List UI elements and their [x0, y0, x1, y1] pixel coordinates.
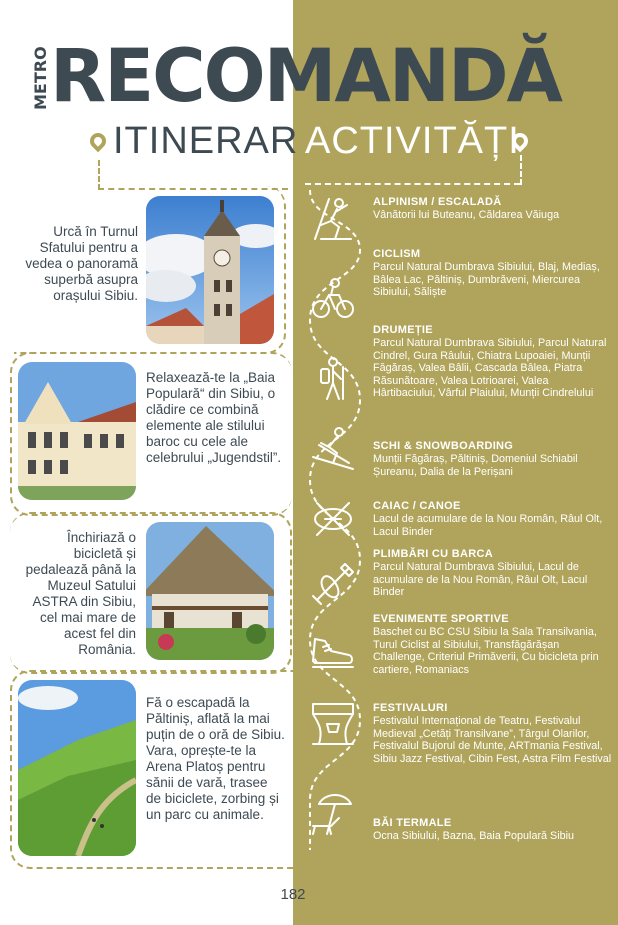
activity-text: Parcul Natural Dumbrava Sibiului, Parcul Natural Cindrel, Gura Râului, Chiatra Lupoaiei, Munții Făgăraș, Valea Bâlii, Cascada Bâlea, Piatra Răsunătoare, Valea Lotrioarei, Valea Hârtibaciului, Vârful Plaiului, Munții Cindrelului [373, 337, 607, 400]
activity-text: Festivalul Internațional de Teatru, Festivalul Medieval „Cetăți Transilvane”, Târgul Olarilor, Festivalul Bujorul de Munte, ARTmania Festival, Sibiu Jazz Festival, Cibin Fest, Astra Film Festival [373, 715, 612, 765]
activity-title: FESTIVALURI [373, 702, 448, 714]
activity-title: CICLISM [373, 248, 421, 260]
subtitle-activities: ACTIVITĂȚI [305, 120, 520, 162]
sunbed-umbrella-icon [309, 790, 357, 838]
brand-vertical: METRO [31, 46, 50, 110]
activity-title: ALPINISM / ESCALADĂ [373, 196, 502, 208]
activity-text: Vânătorii lui Buteanu, Căldarea Văiuga [373, 209, 560, 221]
photo-mountain-meadow [18, 680, 136, 856]
story-text: Închiriază o bicicletă și pedalează până la Muzeul Satului ASTRA din Sibiu, cel mai mare de acest fel din România. [25, 530, 136, 657]
activity-title: BĂI TERMALE [373, 817, 452, 829]
skier-icon [309, 425, 357, 473]
photo-village-museum [146, 522, 274, 660]
location-pin-icon [87, 130, 110, 153]
dashed-path [520, 155, 522, 185]
climber-icon [309, 195, 357, 243]
subtitle-itinerary: ITINERAR [113, 120, 299, 162]
activity-title: SCHI & SNOWBOARDING [373, 440, 514, 452]
activity-text: Parcul Natural Dumbrava Sibiului, Blaj, Mediaș, Bâlea Lac, Păltiniș, Dumbrăveni, Miercurea Sibiului, Săliște [373, 261, 600, 299]
kayak-icon [309, 495, 357, 543]
hiker-icon [309, 355, 357, 403]
activity-title: EVENIMENTE SPORTIVE [373, 613, 509, 625]
story-text: Urcă în Turnul Sfatului pentru a vedea o panoramă superbă asupra orașului Sibiu. [25, 224, 138, 303]
activity-item [373, 613, 613, 697]
photo-public-bath-building [18, 362, 136, 500]
page-number: 182 [280, 886, 306, 903]
activity-title: PLIMBĂRI CU BARCA [373, 548, 493, 560]
activity-item [373, 324, 613, 435]
boat-paddles-icon [309, 560, 357, 608]
cyclist-icon [309, 275, 357, 323]
activity-item [373, 248, 613, 319]
activity-text: Parcul Natural Dumbrava Sibiului, Lacul de acumulare de la Nou Român, Râul Olt, Lacul Binder [373, 561, 588, 599]
page-title: RECOMANDĂ [50, 34, 562, 119]
activity-item [373, 500, 613, 543]
activity-item [373, 702, 613, 812]
story-text: Relaxează-te la „Baia Populară“ din Sibiu, o clădire ce combină elemente ale stilului baroc cu cele ale celebrului „Jugendstil”. [146, 370, 282, 465]
activity-text: Munții Făgăraș, Păltiniș, Domeniul Schiabil Șureanu, Dalia de la Perișani [373, 453, 578, 478]
theater-stage-icon [309, 700, 357, 748]
sneaker-icon [309, 625, 357, 673]
activities-list [373, 196, 613, 848]
activity-title: CAIAC / CANOE [373, 500, 461, 512]
activity-item [373, 440, 613, 495]
photo-council-tower [146, 196, 274, 344]
activity-item [373, 548, 613, 608]
dashed-path [305, 183, 520, 185]
activity-item [373, 196, 613, 243]
activity-text: Lacul de acumulare de la Nou Român, Râul Olt, Lacul Binder [373, 513, 603, 538]
activity-text: Ocna Sibiului, Bazna, Baia Populară Sibiu [373, 830, 575, 842]
activity-text: Baschet cu BC CSU Sibiu la Sala Transilvania, Turul Ciclist al Sibiului, Transfăgărășan Challenge, Criteriul Primăverii, Cu bicicleta prin cartiere, Romaniacs [373, 626, 599, 676]
activity-item [373, 817, 613, 843]
activity-title: DRUMEȚIE [373, 324, 433, 336]
story-text: Fă o escapadă la Păltiniș, aflată la mai puțin de o oră de Sibiu. Vara, oprește-te la Arena Platoș pentru sănii de vară, trasee de biciclete, zorbing și un parc cu animale. [146, 695, 285, 822]
